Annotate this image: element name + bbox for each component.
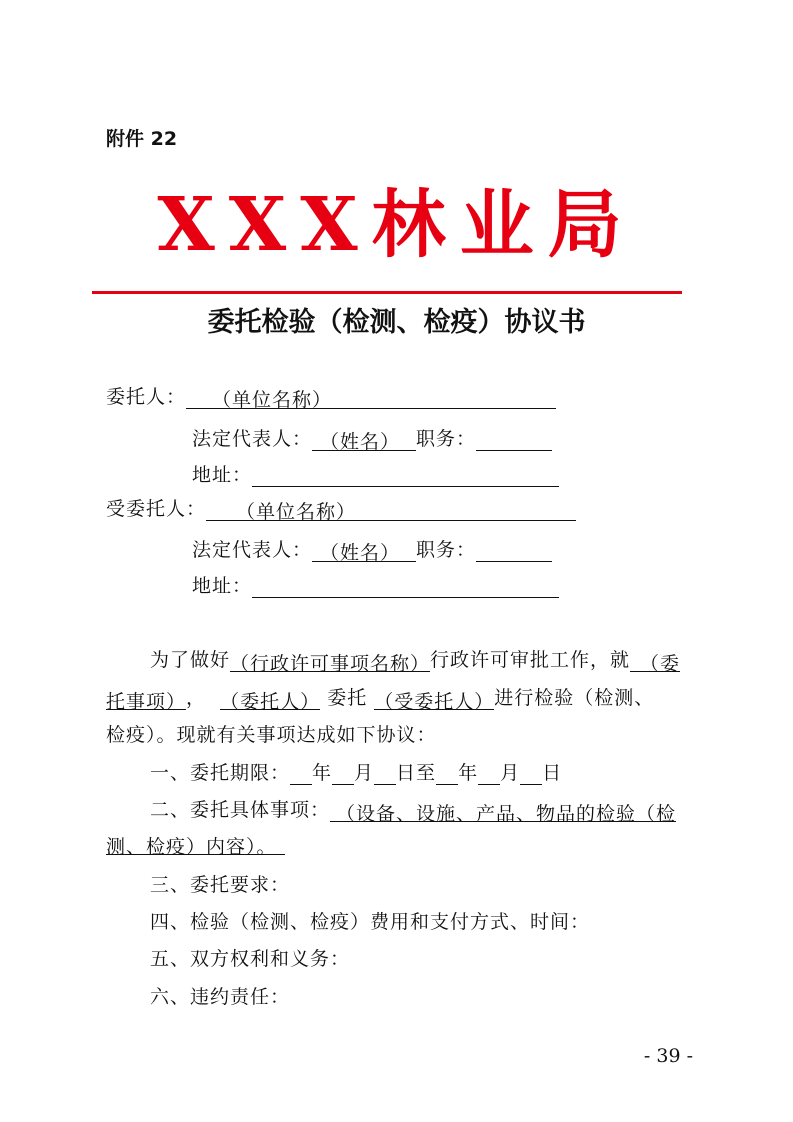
- client-rep-name-field: （姓名）: [312, 427, 416, 451]
- trustee-rep-name-field: （姓名）: [312, 538, 416, 562]
- trustee-rep-label: 法定代表人：: [192, 539, 313, 561]
- client-address-label: 地址：: [192, 464, 253, 486]
- clause-1-label: 一、委托期限：: [150, 762, 291, 784]
- clause-2: [150, 795, 677, 825]
- client-position-label: 职务：: [416, 428, 477, 450]
- client-label: 委托人：: [106, 386, 187, 408]
- intro-line-3: 检疫）。现就有关事项达成如下协议：: [106, 724, 437, 746]
- red-divider: [92, 291, 682, 294]
- clause-6: 六、违约责任：: [150, 986, 291, 1008]
- trustee-label: 受委托人：: [106, 498, 207, 520]
- trustee-rep-line: [192, 535, 552, 562]
- clause-3: 三、委托要求：: [150, 874, 291, 896]
- header-title: XXX林业局: [157, 182, 636, 268]
- clause-5: 五、双方权利和义务：: [150, 948, 351, 970]
- attachment-label: 附件 22: [106, 128, 178, 150]
- intro-text: 进行检验（检测、: [494, 687, 655, 709]
- month-label: 月: [500, 762, 521, 784]
- trustee-address-label: 地址：: [192, 575, 253, 597]
- clause-1: [150, 758, 562, 785]
- trustee-address-field: [252, 575, 559, 598]
- year-label: 年: [458, 762, 479, 784]
- day-to-label: 日至: [396, 762, 437, 784]
- start-year-field: [290, 762, 312, 785]
- permit-item-field: （行政许可事项名称）: [230, 649, 430, 672]
- trustee-unit-field: （单位名称）: [206, 497, 576, 521]
- clause-4: 四、检验（检测、检疫）费用和支付方式、时间：: [150, 911, 591, 933]
- year-label: 年: [312, 762, 333, 784]
- end-month-field: [478, 762, 500, 785]
- trustee-line: [106, 494, 576, 521]
- entrusted-content-field-cont: 测、检疫）内容）。: [106, 832, 285, 855]
- month-label: 月: [354, 762, 375, 784]
- clause-2-cont: [106, 832, 285, 858]
- entrusted-matter-field-cont: 托事项）: [106, 687, 186, 710]
- client-rep-line: [192, 424, 552, 451]
- client-position-field: [476, 428, 552, 451]
- trustee-address-line: [192, 571, 559, 598]
- trustee-position-field: [476, 539, 552, 562]
- start-month-field: [332, 762, 354, 785]
- intro-text: ，: [186, 687, 207, 709]
- day-label: 日: [542, 762, 563, 784]
- start-day-field: [374, 762, 396, 785]
- intro-text: 委托: [327, 687, 368, 709]
- client-rep-label: 法定代表人：: [192, 428, 313, 450]
- trustee-position-label: 职务：: [416, 539, 477, 561]
- end-day-field: [520, 762, 542, 785]
- intro-text: 为了做好: [150, 649, 231, 671]
- client-line: [106, 382, 556, 409]
- clause-2-label: 二、委托具体事项：: [150, 799, 331, 821]
- intro-text: 行政许可审批工作，就: [430, 649, 631, 671]
- document-title: 委托检验（检测、检疫）协议书: [207, 307, 586, 338]
- client-address-line: [192, 460, 559, 487]
- client-unit-field: （单位名称）: [186, 385, 556, 409]
- client-address-field: [252, 464, 559, 487]
- trustee-name-field: （受委托人）: [374, 687, 494, 710]
- page-number: - 39 -: [643, 1045, 693, 1067]
- entrusted-content-field: （设备、设施、产品、物品的检验（检: [330, 799, 676, 822]
- intro-line-2: [106, 683, 655, 713]
- end-year-field: [436, 762, 458, 785]
- client-name-field: （委托人）: [220, 687, 320, 710]
- intro-line-1: [150, 645, 681, 675]
- entrusted-matter-field: （委: [630, 649, 680, 672]
